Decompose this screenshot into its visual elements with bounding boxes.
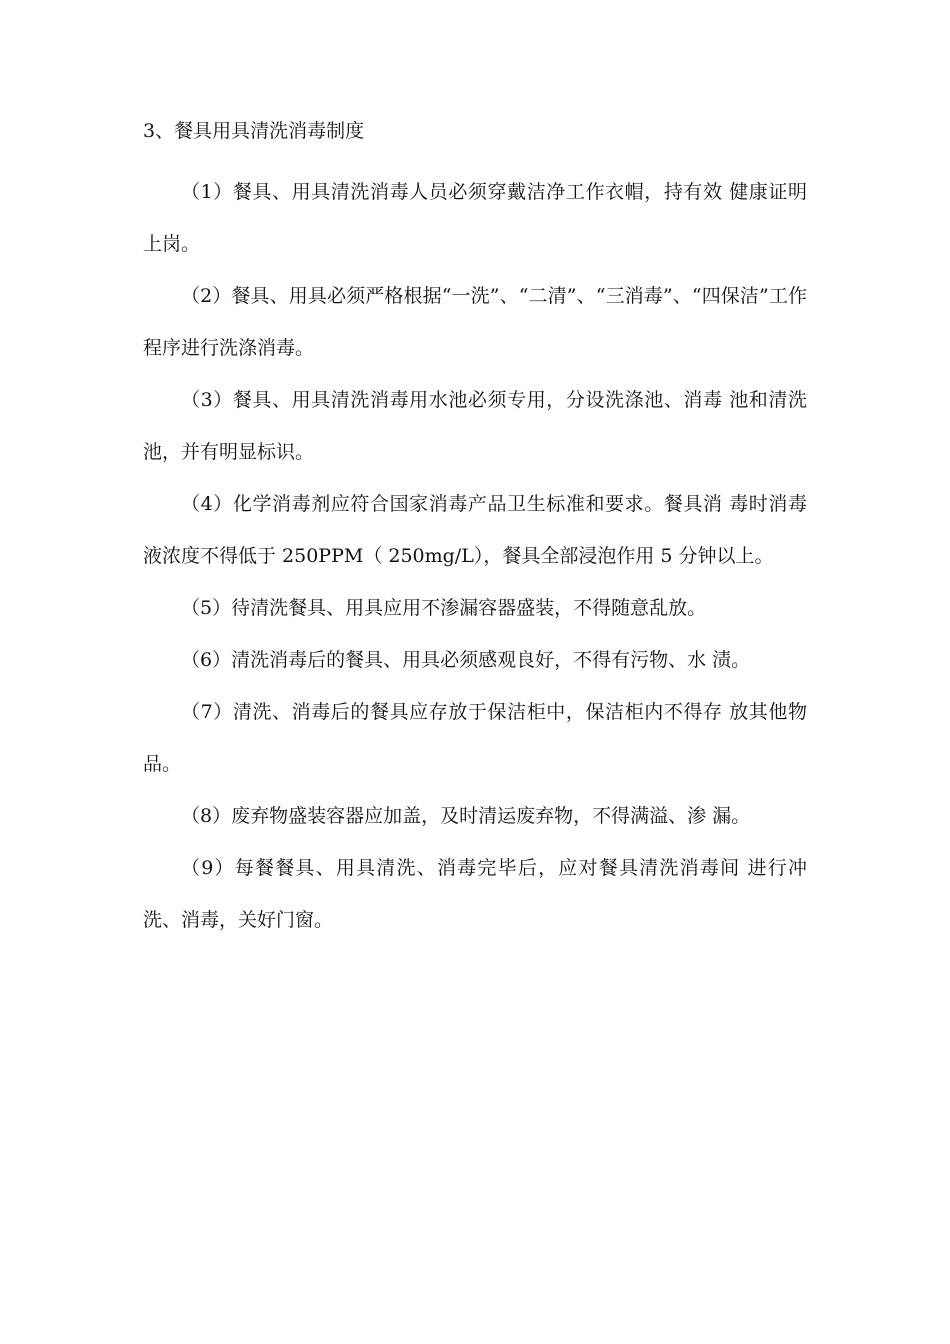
- paragraph-5: （5）待清洗餐具、用具应用不渗漏容器盛装，不得随意乱放。: [181, 597, 707, 619]
- document-body: [143, 118, 807, 946]
- section-heading: 3、餐具用具清洗消毒制度: [143, 120, 365, 142]
- paragraph-8: （8）废弃物盛装容器应加盖，及时清运废弃物，不得满溢、渗 漏。: [181, 805, 751, 827]
- paragraph-4: （4）化学消毒剂应符合国家消毒产品卫生标准和要求。餐具消 毒时消毒液浓度不得低于 250PPM（ 250mg/L），餐具全部浸泡作用 5 分钟以上。: [143, 493, 807, 567]
- paragraph-9: （9）每餐餐具、用具清洗、消毒完毕后，应对餐具清洗消毒间 进行冲洗、消毒，关好门窗。: [143, 857, 807, 931]
- paragraph-3: （3）餐具、用具清洗消毒用水池必须专用，分设洗涤池、消毒 池和清洗池，并有明显标识。: [143, 389, 807, 463]
- paragraph-1: （1）餐具、用具清洗消毒人员必须穿戴洁净工作衣帽，持有效 健康证明上岗。: [143, 181, 807, 255]
- paragraph-2: （2）餐具、用具必须严格根据“一洗”、“二清”、“三消毒”、“四保洁”工作程序进行洗涤消毒。: [143, 285, 807, 359]
- paragraph-6: （6）清洗消毒后的餐具、用具必须感观良好，不得有污物、水 渍。: [181, 649, 751, 671]
- paragraph-7: （7）清洗、消毒后的餐具应存放于保洁柜中，保洁柜内不得存 放其他物品。: [143, 701, 807, 775]
